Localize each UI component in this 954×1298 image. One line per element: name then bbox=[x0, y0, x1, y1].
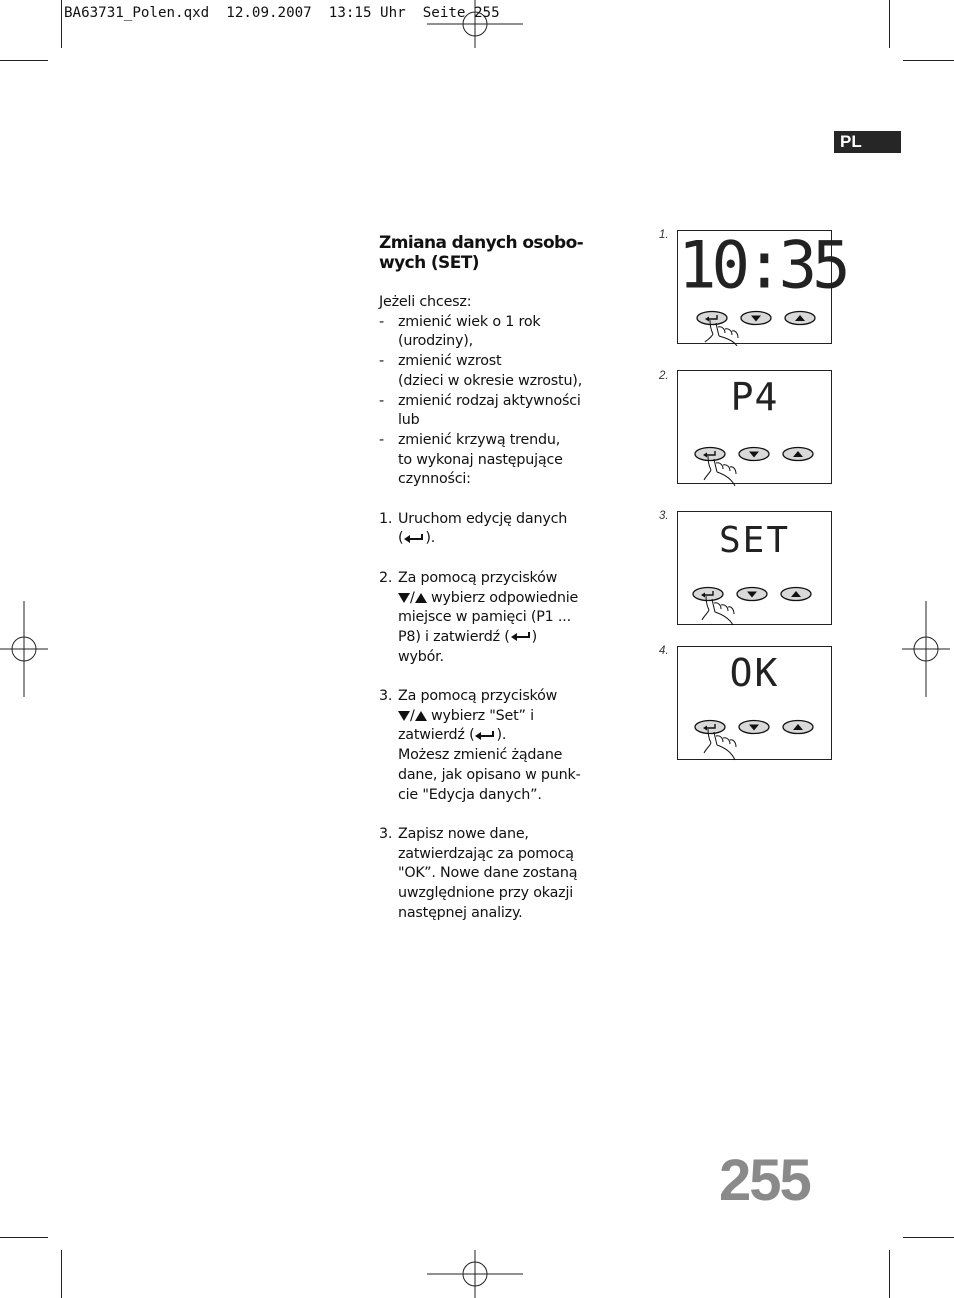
section-heading bbox=[379, 233, 599, 273]
enter-button bbox=[697, 312, 727, 325]
print-slug: BA63731_Polen.qxd 12.09.2007 13:15 Uhr Seite 255 bbox=[64, 5, 500, 21]
step-text: zatwierdź ( bbox=[398, 727, 475, 744]
up-triangle-icon bbox=[415, 711, 427, 721]
up-button bbox=[785, 312, 815, 325]
bullet-mark: - bbox=[379, 353, 384, 370]
step-number: 1. bbox=[379, 510, 393, 527]
step-line: uwzględnione przy okazji bbox=[398, 885, 574, 902]
enter-icon bbox=[510, 631, 532, 642]
device-buttons-4 bbox=[677, 646, 832, 762]
step-2 bbox=[379, 569, 609, 668]
step-text: wybierz "Set” i bbox=[426, 707, 534, 724]
step-line: Możesz zmienić żądane bbox=[398, 747, 563, 764]
step-text: P8) i zatwierdź ( bbox=[398, 628, 510, 645]
figure-label: 2. bbox=[659, 370, 669, 382]
step-text: wybierz odpowiednie bbox=[426, 589, 579, 606]
up-button bbox=[783, 721, 813, 734]
up-triangle-icon bbox=[415, 593, 427, 603]
instructions-text bbox=[379, 293, 609, 923]
lcd-readout: OK bbox=[729, 651, 780, 695]
figure-label: 4. bbox=[659, 645, 669, 657]
step-3 bbox=[379, 687, 609, 805]
step-line bbox=[398, 726, 609, 746]
step-text: / bbox=[410, 589, 415, 606]
page-number: 255 bbox=[719, 1148, 810, 1213]
step-text: / bbox=[410, 707, 415, 724]
bullet-line: zmienić rodzaj aktywności bbox=[398, 392, 581, 409]
step-line: następnej analizy. bbox=[398, 904, 523, 921]
bullet-item bbox=[379, 352, 609, 391]
bullet-mark: - bbox=[379, 392, 384, 409]
bullet-item bbox=[379, 392, 609, 431]
crop-mark bbox=[889, 0, 890, 48]
figure-label: 3. bbox=[659, 510, 669, 522]
down-button bbox=[741, 312, 771, 325]
registration-mark-left bbox=[0, 601, 48, 697]
bullet-item bbox=[379, 313, 609, 352]
down-triangle-icon bbox=[398, 593, 410, 603]
device-buttons-1 bbox=[677, 228, 846, 346]
figure-label: 1. bbox=[659, 229, 669, 241]
crop-mark bbox=[889, 1250, 890, 1298]
enter-icon bbox=[474, 730, 496, 741]
pointing-hand-icon bbox=[705, 320, 738, 346]
enter-button bbox=[695, 721, 725, 734]
lcd-readout: P4 bbox=[730, 375, 779, 419]
crop-mark bbox=[61, 0, 62, 48]
step-1 bbox=[379, 510, 609, 549]
bullet-line: zmienić wzrost bbox=[398, 353, 502, 370]
step-number: 3. bbox=[379, 688, 393, 705]
crop-mark bbox=[0, 1237, 48, 1238]
registration-mark-bottom bbox=[427, 1250, 523, 1298]
step-line: Uruchom edycję danych bbox=[398, 510, 568, 527]
enter-button bbox=[695, 448, 725, 461]
heading-line: Zmiana danych osobo- bbox=[379, 233, 584, 253]
step-line: miejsce w pamięci (P1 ... bbox=[398, 609, 571, 626]
up-button bbox=[783, 448, 813, 461]
bullet-line: (dzieci w okresie wzrostu), bbox=[398, 372, 583, 389]
step-4 bbox=[379, 825, 609, 924]
bullet-item bbox=[379, 431, 609, 490]
step-line: Za pomocą przycisków bbox=[398, 569, 558, 586]
enter-button bbox=[693, 588, 723, 601]
device-buttons-2 bbox=[677, 370, 832, 486]
bullet-line: czynności: bbox=[398, 471, 471, 488]
step-line bbox=[398, 628, 609, 648]
bullet-line: (urodziny), bbox=[398, 333, 473, 350]
down-button bbox=[739, 721, 769, 734]
crop-mark bbox=[903, 60, 954, 61]
bullet-mark: - bbox=[379, 431, 384, 448]
registration-mark-right bbox=[902, 601, 950, 697]
bullet-line: lub bbox=[398, 412, 420, 429]
crop-mark bbox=[903, 1237, 954, 1238]
bullet-line: to wykonaj następujące bbox=[398, 451, 563, 468]
step-line: dane, jak opisano w punk- bbox=[398, 766, 581, 783]
bullet-mark: - bbox=[379, 313, 384, 330]
down-button bbox=[737, 588, 767, 601]
crop-mark bbox=[61, 1250, 62, 1298]
step-line: zatwierdzając za pomocą bbox=[398, 845, 574, 862]
step-line: Zapisz nowe dane, bbox=[398, 825, 529, 842]
down-triangle-icon bbox=[398, 711, 410, 721]
step-line: cie "Edycja danych”. bbox=[398, 786, 542, 803]
intro-text: Jeżeli chcesz: bbox=[379, 294, 472, 310]
enter-icon bbox=[403, 533, 425, 544]
heading-line: wych (SET) bbox=[379, 253, 479, 273]
step-text: ) bbox=[531, 628, 538, 645]
step-text: ). bbox=[425, 530, 436, 547]
step-number: 2. bbox=[379, 569, 393, 586]
step-line: "OK”. Nowe dane zostaną bbox=[398, 865, 578, 882]
step-line bbox=[398, 529, 609, 549]
crop-mark bbox=[0, 60, 48, 61]
bullet-line: zmienić krzywą trendu, bbox=[398, 431, 561, 448]
bullet-line: zmienić wiek o 1 rok bbox=[398, 313, 541, 330]
up-button bbox=[781, 588, 811, 601]
step-number: 3. bbox=[379, 825, 393, 842]
step-line bbox=[398, 589, 609, 609]
lcd-readout: 10:35 bbox=[678, 228, 846, 304]
lcd-readout: SET bbox=[718, 520, 791, 561]
device-buttons-3 bbox=[677, 511, 832, 627]
step-line: Za pomocą przycisków bbox=[398, 688, 558, 705]
down-button bbox=[739, 448, 769, 461]
step-text: ( bbox=[398, 530, 404, 547]
language-tag: PL bbox=[834, 131, 901, 153]
step-line: wybór. bbox=[398, 648, 444, 665]
step-text: ). bbox=[496, 727, 507, 744]
step-line bbox=[398, 707, 609, 727]
